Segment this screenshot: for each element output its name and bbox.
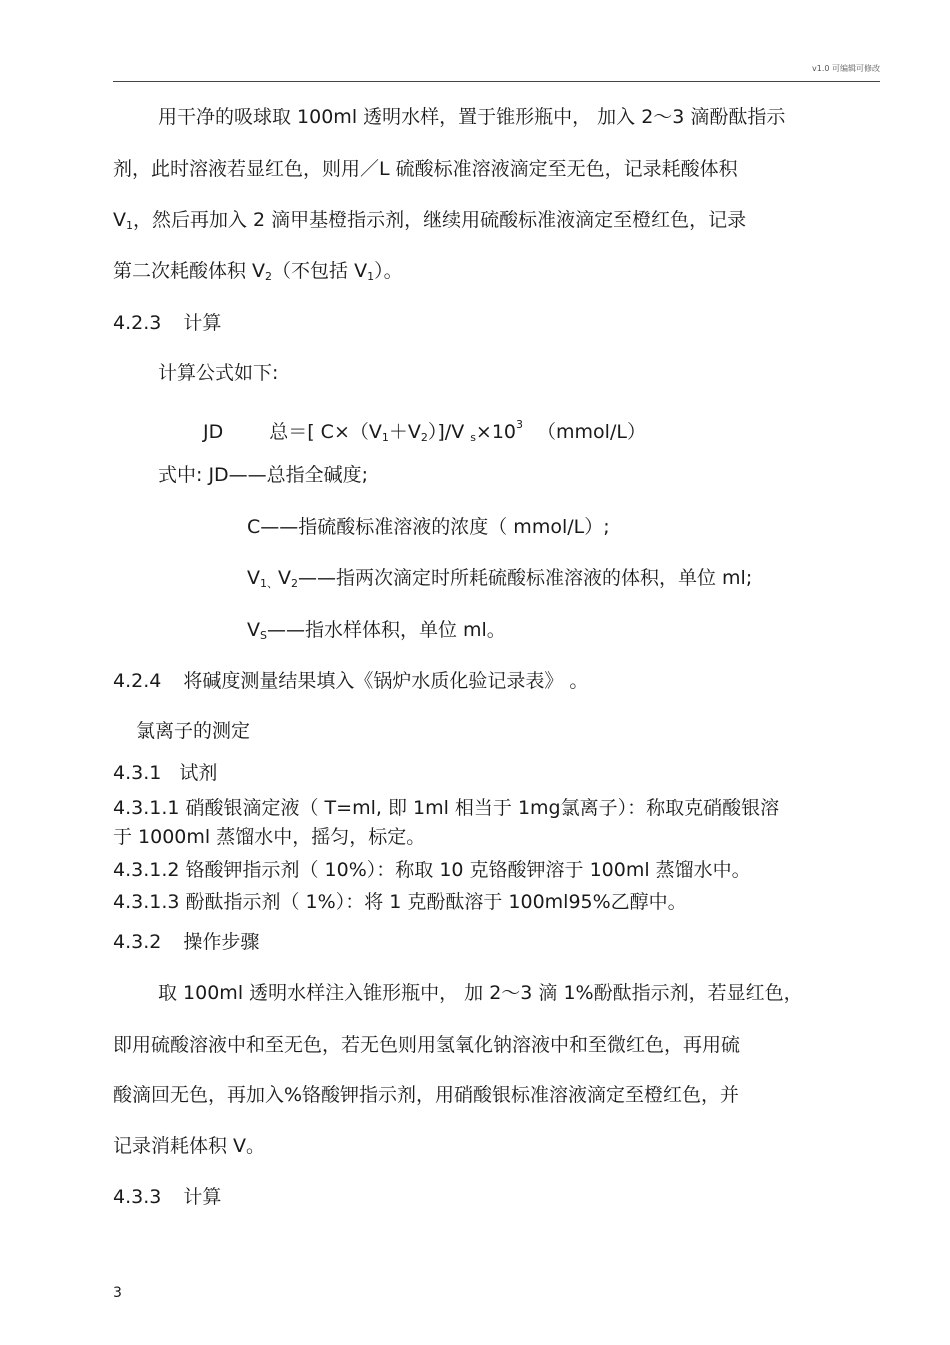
- section-heading: [113, 1186, 221, 1208]
- formula-intro: 计算公式如下:: [158, 362, 279, 384]
- reagent-line: 4.3.1.3 酚酞指示剂（ 1%）：将 1 克酚酞溶于 100ml95%乙醇中。: [113, 891, 687, 913]
- where-vs: [247, 619, 506, 647]
- where-c: C——指硫酸标准溶液的浓度（ mmol/L）;: [247, 516, 610, 538]
- text: ）]/V: [427, 421, 465, 443]
- chloride-heading: 氯离子的测定: [136, 720, 251, 742]
- reagent-line: 4.3.1.2 铬酸钾指示剂（ 10%）：称取 10 克铬酸钾溶于 100ml 蒸馏水中。: [113, 859, 751, 881]
- text: ）。: [374, 260, 403, 282]
- superscript: 3: [516, 418, 524, 431]
- subscript: S: [260, 629, 267, 642]
- section-title: 计算: [183, 312, 222, 334]
- paragraph-line: [113, 260, 403, 288]
- reagent-line: 于 1000ml 蒸馏水中，摇匀，标定。: [113, 826, 426, 848]
- section-title: 操作步骤: [183, 931, 260, 953]
- reagent-line: 4.3.1.1 硝酸银滴定液（ T=ml, 即 1ml 相当于 1mg氯离子）：称取克硝酸银溶: [113, 797, 780, 819]
- where-v: [247, 567, 752, 595]
- text: ——指两次滴定时所耗硫酸标准溶液的体积，单位 ml;: [298, 567, 753, 589]
- text: 总＝[ C×（V: [269, 421, 382, 443]
- paragraph-line: 酸滴回无色，再加入%铬酸钾指示剂，用硝酸银标准溶液滴定至橙红色，并: [113, 1084, 740, 1106]
- subscript: 1: [381, 431, 389, 444]
- section-heading: [113, 670, 588, 692]
- section-number: 4.2.4: [113, 670, 162, 692]
- section-number: 4.2.3: [113, 312, 162, 334]
- paragraph-line: 剂，此时溶液若显红色，则用／L 硫酸标准溶液滴定至无色，记录耗酸体积: [113, 158, 738, 180]
- text: 第二次耗酸体积 V: [113, 260, 266, 282]
- subscript: 1: [367, 270, 375, 283]
- section-number: 4.3.3: [113, 1186, 162, 1208]
- formula: [203, 414, 646, 449]
- text: （mmol/L）: [537, 421, 646, 443]
- section-heading: [113, 931, 259, 953]
- subscript: 2: [265, 270, 273, 283]
- paragraph-line: 取 100ml 透明水样注入锥形瓶中， 加 2～3 滴 1%酚酞指示剂，若显红色，: [158, 982, 803, 1004]
- paragraph-line: 用干净的吸球取 100ml 透明水样，置于锥形瓶中， 加入 2～3 滴酚酞指示: [158, 106, 786, 128]
- subscript: 2: [291, 577, 298, 590]
- paragraph-line: 记录消耗体积 V。: [113, 1135, 266, 1157]
- text: JD: [203, 421, 224, 443]
- text: V: [247, 619, 260, 641]
- text: V: [113, 209, 126, 231]
- section-heading: [113, 312, 221, 334]
- section-title: 试剂: [179, 762, 218, 784]
- text: ——指水样体积，单位 ml。: [266, 619, 506, 641]
- header-rule: [113, 81, 880, 82]
- subscript: 1、: [260, 577, 278, 590]
- text: ，然后再加入 2 滴甲基橙指示剂，继续用硫酸标准液滴定至橙红色，记录: [133, 209, 747, 231]
- subscript: s: [470, 431, 476, 444]
- subscript: 2: [420, 431, 428, 444]
- text: V: [278, 567, 291, 589]
- section-number: 4.3.2: [113, 931, 162, 953]
- section-heading: [113, 762, 217, 784]
- paragraph-line: 即用硫酸溶液中和至无色，若无色则用氢氧化钠溶液中和至微红色，再用硫: [113, 1034, 741, 1056]
- section-number: 4.3.1: [113, 762, 162, 784]
- subscript: 1: [126, 219, 133, 232]
- header-version: v1.0 可编辑可修改: [812, 64, 880, 73]
- text: ＋V: [388, 421, 421, 443]
- section-title: 将碱度测量结果填入《锅炉水质化验记录表》 。: [183, 670, 589, 692]
- paragraph-line: [113, 209, 746, 237]
- text: V: [247, 567, 260, 589]
- page-number: 3: [113, 1285, 122, 1301]
- where-intro: 式中: JD——总指全碱度;: [158, 464, 369, 486]
- text: （不包括 V: [272, 260, 368, 282]
- text: ×10: [475, 421, 517, 443]
- section-title: 计算: [183, 1186, 222, 1208]
